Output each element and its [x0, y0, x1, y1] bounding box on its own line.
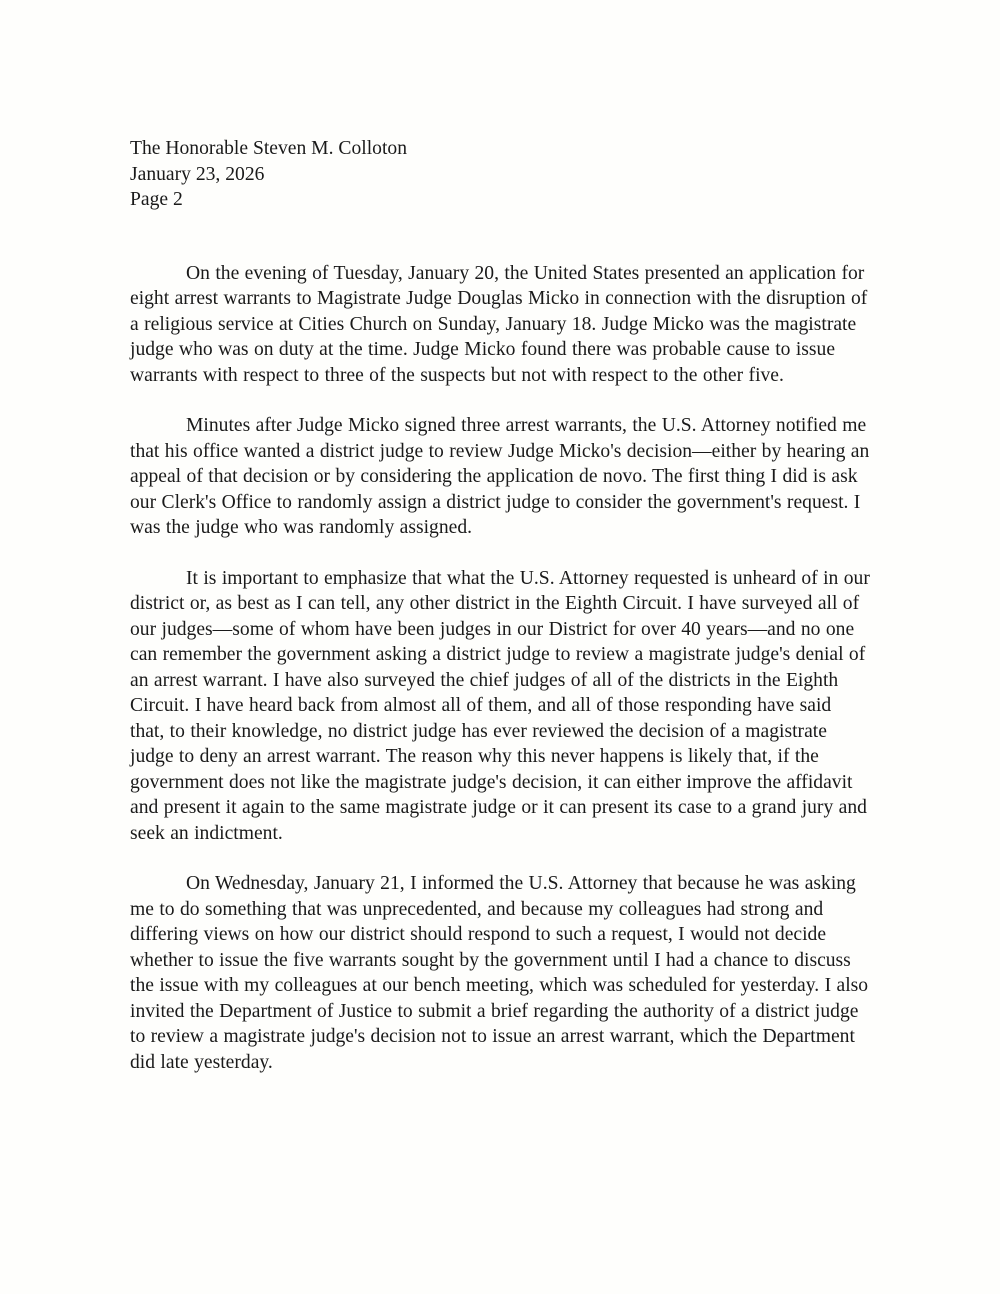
paragraph-bench-meeting: On Wednesday, January 21, I informed the U.S. Attorney that because he was asking me to do something that was unprecedented, and because my colleagues had strong and differing views on how our district should respond to such a request, I would not decide whether to issue the five warrants sought by the government until I had a chance to discuss the issue with my colleagues at our bench meeting, which was scheduled for yesterday. I also invited the Department of Justice to submit a brief regarding the authority of a district judge to review a magistrate judge's decision not to issue an arrest warrant, which the Department did late yesterday.	[130, 873, 869, 1073]
letter-header	[130, 136, 870, 213]
letter-body	[130, 136, 870, 1075]
recipient-line: The Honorable Steven M. Colloton	[130, 138, 407, 159]
paragraph-review-request: Minutes after Judge Micko signed three arrest warrants, the U.S. Attorney notified me that his office wanted a district judge to review Judge Micko's decision—either by hearing an appeal of that decision or by considering the application de novo. The first thing I did is ask our Clerk's Office to randomly assign a district judge to consider the government's request. I was the judge who was randomly assigned.	[130, 415, 870, 538]
paragraph-unprecedented-request: It is important to emphasize that what the U.S. Attorney requested is unheard of in our district or, as best as I can tell, any other district in the Eighth Circuit. I have surveyed all of our judges—some of whom have been judges in our District for over 40 years—and no one can remember the government asking a district judge to review a magistrate judge's denial of an arrest warrant. I have also surveyed the chief judges of all of the districts in the Eighth Circuit. I have heard back from almost all of them, and all of those responding have said that, to their knowledge, no district judge has ever reviewed the decision of a magistrate judge to deny an arrest warrant. The reason why this never happens is likely that, if the government does not like the magistrate judge's decision, it can either improve the affidavit and present it again to the same magistrate judge or it can present its case to a grand jury and seek an indictment.	[130, 567, 870, 844]
date-line: January 23, 2026	[130, 163, 265, 185]
paragraph-warrant-application: On the evening of Tuesday, January 20, the United States presented an application for eight arrest warrants to Magistrate Judge Douglas Micko in connection with the disruption of a religious service at Cities Church on Sunday, January 18. Judge Micko was the magistrate judge who was on duty at the time. Judge Micko found there was probable cause to issue warrants with respect to three of the suspects but not with respect to the other five.	[130, 262, 868, 386]
page-number-line: Page 2	[130, 189, 183, 210]
